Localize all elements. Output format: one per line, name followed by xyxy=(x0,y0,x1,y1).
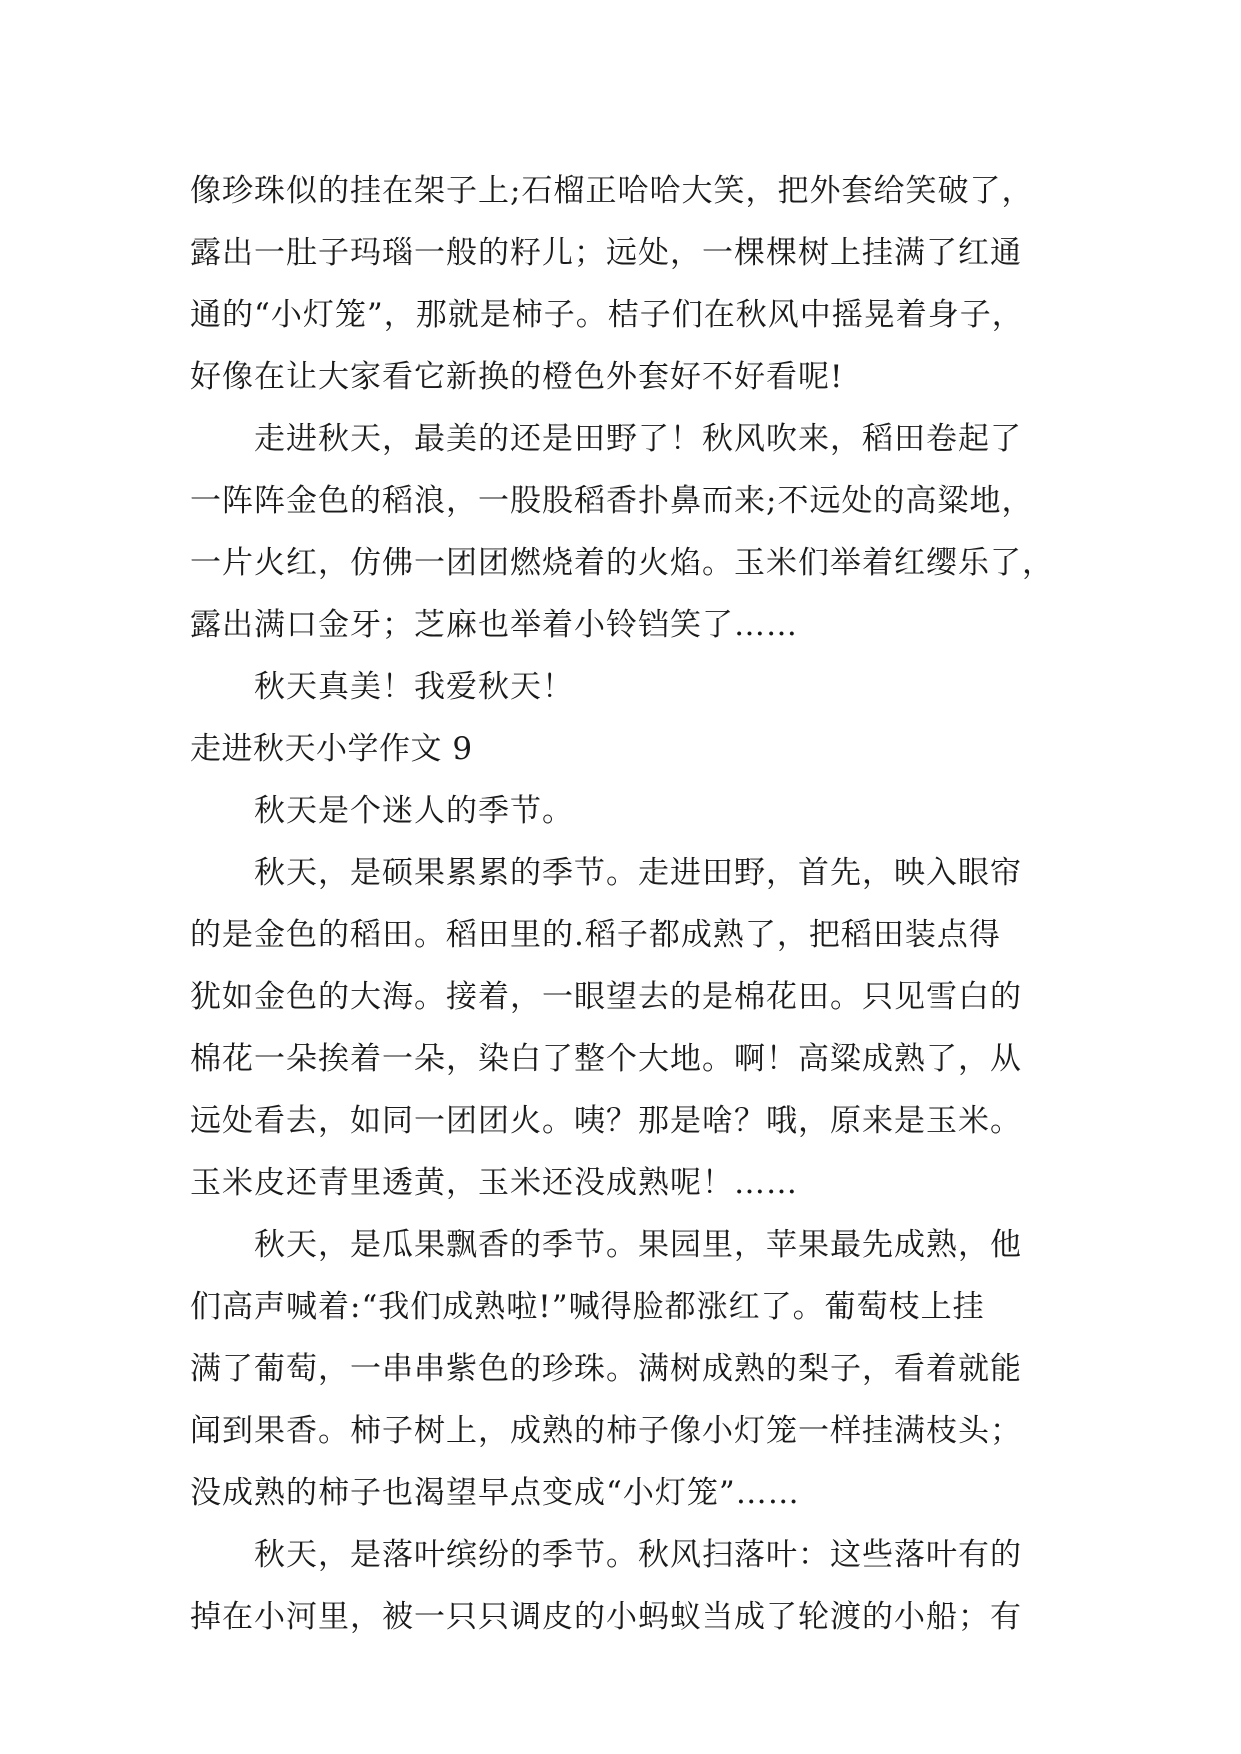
paragraph-line: 掉在小河里，被一只只调皮的小蚂蚁当成了轮渡的小船；有 xyxy=(190,1599,1022,1635)
paragraph-line: 好像在让大家看它新换的橙色外套好不好看呢! xyxy=(190,359,844,395)
paragraph-line: 像珍珠似的挂在架子上;石榴正哈哈大笑，把外套给笑破了， xyxy=(190,173,1034,209)
paragraph-line: 秋天真美！我爱秋天！ xyxy=(254,669,574,705)
paragraph-line: 一阵阵金色的稻浪，一股股稻香扑鼻而来;不远处的高粱地， xyxy=(190,483,1034,519)
paragraph-line: 闻到果香。柿子树上，成熟的柿子像小灯笼一样挂满枝头； xyxy=(190,1413,1022,1449)
paragraph-line: 露出满口金牙；芝麻也举着小铃铛笑了…… xyxy=(190,607,798,643)
paragraph-line: 秋天是个迷人的季节。 xyxy=(254,793,574,829)
paragraph-line: 秋天，是硕果累累的季节。走进田野，首先，映入眼帘 xyxy=(254,855,1022,891)
paragraph-line: 犹如金色的大海。接着，一眼望去的是棉花田。只见雪白的 xyxy=(190,979,1022,1015)
document-body xyxy=(190,160,1070,1648)
paragraph-line: 没成熟的柿子也渴望早点变成“小灯笼”…… xyxy=(190,1475,800,1511)
essay-title: 走进秋天小学作文 9 xyxy=(190,731,473,767)
paragraph-line: 棉花一朵挨着一朵，染白了整个大地。啊！高粱成熟了，从 xyxy=(190,1041,1022,1077)
paragraph-line: 秋天，是落叶缤纷的季节。秋风扫落叶：这些落叶有的 xyxy=(254,1537,1022,1573)
paragraph-line: 走进秋天，最美的还是田野了！秋风吹来，稻田卷起了 xyxy=(254,421,1022,457)
paragraph-line: 秋天，是瓜果飘香的季节。果园里，苹果最先成熟，他 xyxy=(254,1227,1022,1263)
paragraph-line: 露出一肚子玛瑙一般的籽儿；远处，一棵棵树上挂满了红通 xyxy=(190,235,1022,271)
paragraph-line: 满了葡萄，一串串紫色的珍珠。满树成熟的梨子，看着就能 xyxy=(190,1351,1022,1387)
paragraph-line: 们高声喊着:“我们成熟啦!”喊得脸都涨红了。葡萄枝上挂 xyxy=(190,1289,985,1325)
paragraph-line: 一片火红，仿佛一团团燃烧着的火焰。玉米们举着红缨乐了， xyxy=(190,545,1054,581)
paragraph-line: 的是金色的稻田。稻田里的.稻子都成熟了，把稻田装点得 xyxy=(190,917,1001,953)
paragraph-line: 远处看去，如同一团团火。咦？那是啥？哦，原来是玉米。 xyxy=(190,1103,1022,1139)
paragraph-line: 玉米皮还青里透黄，玉米还没成熟呢！…… xyxy=(190,1165,798,1201)
paragraph-line: 通的“小灯笼”，那就是柿子。桔子们在秋风中摇晃着身子， xyxy=(190,297,1024,333)
